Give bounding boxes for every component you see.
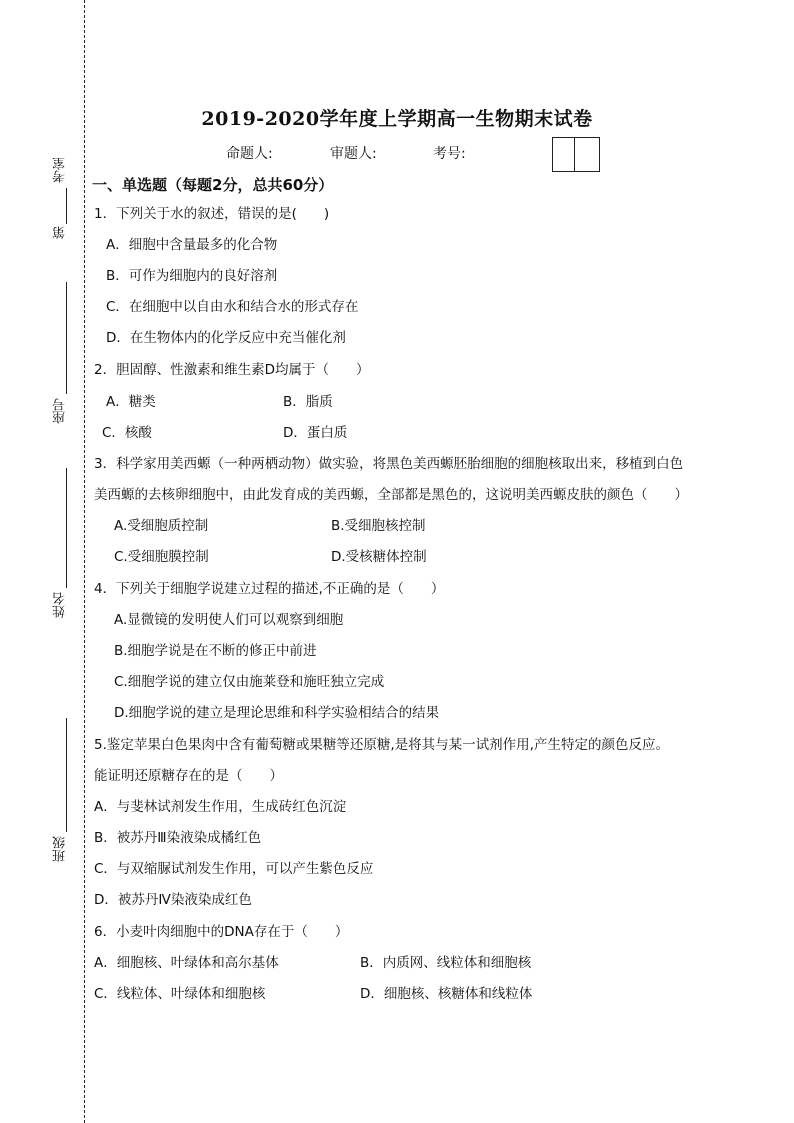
question-3-option-d: D.受核糖体控制 bbox=[331, 549, 427, 565]
question-6-option-a: A．细胞核、叶绿体和高尔基体 bbox=[94, 955, 279, 971]
class-label: 班级 bbox=[53, 836, 68, 862]
question-2-option-d: D．蛋白质 bbox=[283, 425, 348, 441]
question-6-option-b: B．内质网、线粒体和细胞核 bbox=[360, 955, 532, 971]
seat-no-label: 座号 bbox=[53, 398, 68, 424]
exam-room-suffix: 第 bbox=[53, 226, 68, 239]
binding-dashed-line bbox=[84, 0, 85, 1123]
question-4-option-d: D.细胞学说的建立是理论思维和科学实验相结合的结果 bbox=[114, 705, 440, 721]
question-3-option-b: B.受细胞核控制 bbox=[331, 518, 426, 534]
question-1-option-a: A．细胞中含量最多的化合物 bbox=[106, 237, 278, 253]
question-4-stem: 4．下列关于细胞学说建立过程的描述,不正确的是（ ） bbox=[94, 581, 445, 597]
score-box bbox=[552, 137, 600, 172]
section-heading: 一、单选题（每题2分，总共60分） bbox=[92, 176, 334, 194]
question-1-option-c: C．在细胞中以自由水和结合水的形式存在 bbox=[106, 299, 359, 315]
question-4-option-b: B.细胞学说是在不断的修正中前进 bbox=[114, 643, 317, 659]
question-6-stem: 6．小麦叶肉细胞中的DNA存在于（ ） bbox=[94, 924, 349, 940]
question-2-stem: 2．胆固醇、性激素和维生素D均属于（ ） bbox=[94, 362, 370, 378]
name-field-line bbox=[66, 468, 67, 588]
question-4-option-a: A.显微镜的发明使人们可以观察到细胞 bbox=[114, 612, 344, 628]
question-2-option-a: A．糖类 bbox=[106, 394, 156, 410]
question-5-stem-line1: 5.鉴定苹果白色果肉中含有葡萄糖或果糖等还原糖,是将其与某一试剂作用,产生特定的颜色反应。 bbox=[94, 737, 669, 753]
setter-label: 命题人: bbox=[226, 146, 273, 162]
question-3-option-a: A.受细胞质控制 bbox=[114, 518, 209, 534]
reviewer-label: 审题人: bbox=[330, 146, 377, 162]
question-1-option-b: B．可作为细胞内的良好溶剂 bbox=[106, 268, 278, 284]
question-5-option-d: D．被苏丹Ⅳ染液染成红色 bbox=[94, 892, 252, 908]
question-3-stem-line2: 美西螈的去核卵细胞中，由此发育成的美西螈，全部都是黑色的，这说明美西螈皮肤的颜色（ ） bbox=[94, 487, 688, 503]
page-title: 2019-2020学年度上学期高一生物期末试卷 bbox=[201, 108, 593, 130]
question-3-option-c: C.受细胞膜控制 bbox=[114, 549, 209, 565]
class-field-line bbox=[66, 718, 67, 832]
exam-no-label: 考号: bbox=[433, 146, 466, 162]
question-5-option-b: B．被苏丹Ⅲ染液染成橘红色 bbox=[94, 830, 262, 846]
question-6-option-d: D．细胞核、核糖体和线粒体 bbox=[360, 986, 533, 1002]
name-label: 姓名 bbox=[53, 592, 68, 618]
question-2-option-b: B．脂质 bbox=[283, 394, 333, 410]
question-3-stem-line1: 3．科学家用美西螈（一种两栖动物）做实验，将黑色美西螈胚胎细胞的细胞核取出来，移植到白色 bbox=[94, 456, 684, 472]
question-5-option-a: A．与斐林试剂发生作用，生成砖红色沉淀 bbox=[94, 799, 347, 815]
seat-no-field-line bbox=[66, 282, 67, 394]
question-6-option-c: C．线粒体、叶绿体和细胞核 bbox=[94, 986, 266, 1002]
question-2-option-c: C．核酸 bbox=[102, 425, 152, 441]
exam-room-label: 考室 bbox=[53, 157, 68, 183]
question-1-option-d: D．在生物体内的化学反应中充当催化剂 bbox=[106, 330, 346, 346]
question-5-option-c: C．与双缩脲试剂发生作用，可以产生紫色反应 bbox=[94, 861, 374, 877]
question-1-stem: 1．下列关于水的叙述，错误的是( ) bbox=[94, 206, 330, 222]
exam-room-field-line bbox=[66, 188, 67, 224]
question-5-stem-line2: 能证明还原糖存在的是（ ） bbox=[94, 768, 283, 784]
question-4-option-c: C.细胞学说的建立仅由施莱登和施旺独立完成 bbox=[114, 674, 385, 690]
